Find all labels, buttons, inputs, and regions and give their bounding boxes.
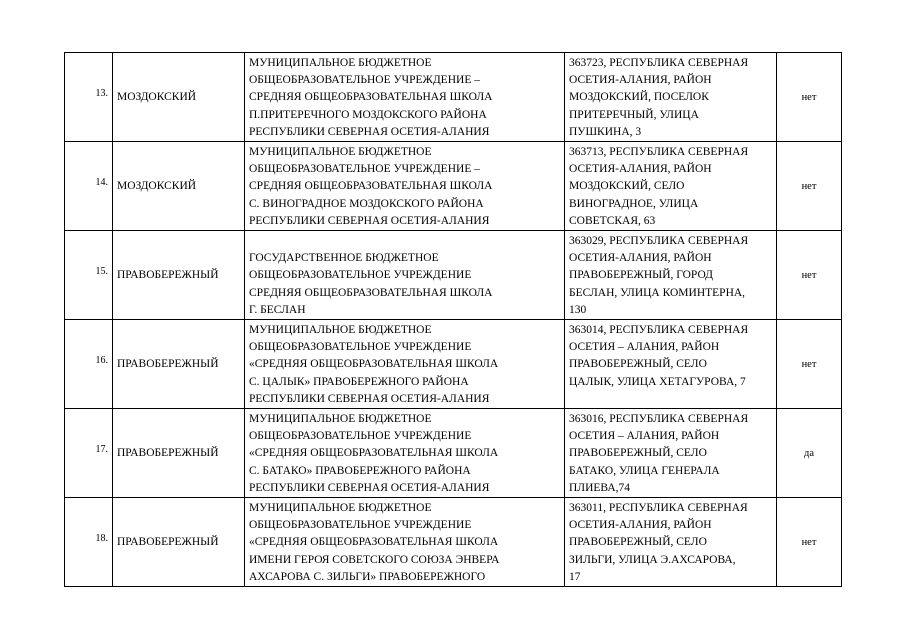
school-name-line: ОБЩЕОБРАЗОВАТЕЛЬНОЕ УЧРЕЖДЕНИЕ – <box>249 163 480 176</box>
school-name-cell <box>245 142 565 231</box>
address-line: ОСЕТИЯ-АЛАНИЯ, РАЙОН <box>569 252 712 265</box>
row-number-cell <box>65 53 113 142</box>
address-cell <box>565 231 777 320</box>
school-name-line: МУНИЦИПАЛЬНОЕ БЮДЖЕТНОЕ <box>249 146 432 159</box>
address-line: ПРАВОБЕРЕЖНЫЙ, СЕЛО <box>569 447 707 460</box>
address-cell <box>565 53 777 142</box>
address-line: ВИНОГРАДНОЕ, УЛИЦА <box>569 197 699 210</box>
address-line: ОСЕТИЯ – АЛАНИЯ, РАЙОН <box>569 430 720 443</box>
school-name-line: СРЕДНЯЯ ОБЩЕОБРАЗОВАТЕЛЬНАЯ ШКОЛА <box>249 286 493 299</box>
district-cell: ПРАВОБЕРЕЖНЫЙ <box>113 498 245 587</box>
school-name-cell <box>245 320 565 409</box>
address-line: БЕСЛАН, УЛИЦА КОМИНТЕРНА, <box>569 286 746 299</box>
address-line: БАТАКО, УЛИЦА ГЕНЕРАЛА <box>569 464 720 477</box>
address-line: ПРАВОБЕРЕЖНЫЙ, СЕЛО <box>569 358 707 371</box>
school-name-line: СРЕДНЯЯ ОБЩЕОБРАЗОВАТЕЛЬНАЯ ШКОЛА <box>249 180 493 193</box>
flag-cell: нет <box>777 142 842 231</box>
row-number-cell <box>65 320 113 409</box>
address-line: ЗИЛЬГИ, УЛИЦА Э.АХСАРОВА, <box>569 553 736 566</box>
school-name-line: МУНИЦИПАЛЬНОЕ БЮДЖЕТНОЕ <box>249 413 432 426</box>
address-cell <box>565 142 777 231</box>
district-cell: ПРАВОБЕРЕЖНЫЙ <box>113 320 245 409</box>
school-name-line: МУНИЦИПАЛЬНОЕ БЮДЖЕТНОЕ <box>249 57 432 69</box>
address-line: 363029, РЕСПУБЛИКА СЕВЕРНАЯ <box>569 235 749 248</box>
table-row <box>65 142 842 231</box>
school-name-line: ОБЩЕОБРАЗОВАТЕЛЬНОЕ УЧРЕЖДЕНИЕ <box>249 341 472 354</box>
address-line: МОЗДОКСКИЙ, СЕЛО <box>569 180 685 193</box>
row-number-cell <box>65 142 113 231</box>
district-cell: МОЗДОКСКИЙ <box>113 53 245 142</box>
school-name-line <box>249 233 560 250</box>
school-name-line: СРЕДНЯЯ ОБЩЕОБРАЗОВАТЕЛЬНАЯ ШКОЛА <box>249 91 493 104</box>
table-row <box>65 53 842 142</box>
address-cell <box>565 320 777 409</box>
school-name-line: РЕСПУБЛИКИ СЕВЕРНАЯ ОСЕТИЯ-АЛАНИЯ <box>249 125 490 138</box>
district-cell: ПРАВОБЕРЕЖНЫЙ <box>113 231 245 320</box>
address-line: ОСЕТИЯ-АЛАНИЯ, РАЙОН <box>569 519 712 532</box>
address-line: ПРАВОБЕРЕЖНЫЙ, ГОРОД <box>569 269 714 282</box>
school-name-cell <box>245 53 565 142</box>
table-row <box>65 320 842 409</box>
school-name-line: МУНИЦИПАЛЬНОЕ БЮДЖЕТНОЕ <box>249 324 432 337</box>
flag-cell: да <box>777 409 842 498</box>
flag-cell: нет <box>777 53 842 142</box>
address-line: 17 <box>569 570 581 583</box>
flag-cell: нет <box>777 498 842 587</box>
school-name-line: Г. БЕСЛАН <box>249 303 306 316</box>
school-name-line: РЕСПУБЛИКИ СЕВЕРНАЯ ОСЕТИЯ-АЛАНИЯ <box>249 481 490 494</box>
address-cell <box>565 498 777 587</box>
row-number-cell <box>65 231 113 320</box>
address-line: 363011, РЕСПУБЛИКА СЕВЕРНАЯ <box>569 502 748 515</box>
school-name-cell <box>245 498 565 587</box>
row-number: 15. <box>95 265 108 277</box>
school-name-line: РЕСПУБЛИКИ СЕВЕРНАЯ ОСЕТИЯ-АЛАНИЯ <box>249 392 490 405</box>
row-number: 17. <box>95 443 108 455</box>
school-name-line: МУНИЦИПАЛЬНОЕ БЮДЖЕТНОЕ <box>249 502 432 515</box>
flag-cell: нет <box>777 320 842 409</box>
address-line: ОСЕТИЯ-АЛАНИЯ, РАЙОН <box>569 163 712 176</box>
row-number-cell <box>65 409 113 498</box>
flag-cell: нет <box>777 231 842 320</box>
district-cell: МОЗДОКСКИЙ <box>113 142 245 231</box>
row-number: 16. <box>95 354 108 366</box>
school-name-line: ОБЩЕОБРАЗОВАТЕЛЬНОЕ УЧРЕЖДЕНИЕ <box>249 269 472 282</box>
address-line: ПУШКИНА, 3 <box>569 125 642 138</box>
address-line: ПРАВОБЕРЕЖНЫЙ, СЕЛО <box>569 536 707 549</box>
school-name-cell <box>245 231 565 320</box>
school-name-line: «СРЕДНЯЯ ОБЩЕОБРАЗОВАТЕЛЬНАЯ ШКОЛА <box>249 358 499 371</box>
address-line: ПЛИЕВА,74 <box>569 481 631 494</box>
address-line: 363016, РЕСПУБЛИКА СЕВЕРНАЯ <box>569 413 749 426</box>
table-row <box>65 498 842 587</box>
school-name-line: С. ВИНОГРАДНОЕ МОЗДОКСКОГО РАЙОНА <box>249 197 484 210</box>
school-name-cell <box>245 409 565 498</box>
school-name-line: ОБЩЕОБРАЗОВАТЕЛЬНОЕ УЧРЕЖДЕНИЕ <box>249 519 472 532</box>
address-line: 363723, РЕСПУБЛИКА СЕВЕРНАЯ <box>569 57 749 69</box>
address-line: 363014, РЕСПУБЛИКА СЕВЕРНАЯ <box>569 324 749 337</box>
address-line: ОСЕТИЯ – АЛАНИЯ, РАЙОН <box>569 341 720 354</box>
address-line: ЦАЛЫК, УЛИЦА ХЕТАГУРОВА, 7 <box>569 375 746 388</box>
address-line: СОВЕТСКАЯ, 63 <box>569 214 656 227</box>
address-line: МОЗДОКСКИЙ, ПОСЕЛОК <box>569 91 709 104</box>
school-name-line: П.ПРИТЕРЕЧНОГО МОЗДОКСКОГО РАЙОНА <box>249 108 487 121</box>
school-name-line: «СРЕДНЯЯ ОБЩЕОБРАЗОВАТЕЛЬНАЯ ШКОЛА <box>249 536 499 549</box>
address-line: 363713, РЕСПУБЛИКА СЕВЕРНАЯ <box>569 146 749 159</box>
row-number: 18. <box>95 532 108 544</box>
school-name-line: ГОСУДАРСТВЕННОЕ БЮДЖЕТНОЕ <box>249 252 439 265</box>
address-cell <box>565 409 777 498</box>
schools-table <box>64 52 842 587</box>
row-number: 14. <box>95 176 108 188</box>
row-number: 13. <box>95 87 108 99</box>
district-cell: ПРАВОБЕРЕЖНЫЙ <box>113 409 245 498</box>
school-name-line: С. БАТАКО» ПРАВОБЕРЕЖНОГО РАЙОНА <box>249 464 471 477</box>
school-name-line: РЕСПУБЛИКИ СЕВЕРНАЯ ОСЕТИЯ-АЛАНИЯ <box>249 214 490 227</box>
address-line: 130 <box>569 303 587 316</box>
school-name-line: «СРЕДНЯЯ ОБЩЕОБРАЗОВАТЕЛЬНАЯ ШКОЛА <box>249 447 499 460</box>
school-name-line: ОБЩЕОБРАЗОВАТЕЛЬНОЕ УЧРЕЖДЕНИЕ <box>249 430 472 443</box>
address-line: ОСЕТИЯ-АЛАНИЯ, РАЙОН <box>569 74 712 87</box>
school-name-line: ИМЕНИ ГЕРОЯ СОВЕТСКОГО СОЮЗА ЭНВЕРА <box>249 553 500 566</box>
school-name-line: С. ЦАЛЫК» ПРАВОБЕРЕЖНОГО РАЙОНА <box>249 375 469 388</box>
table-row <box>65 231 842 320</box>
row-number-cell <box>65 498 113 587</box>
address-line: ПРИТЕРЕЧНЫЙ, УЛИЦА <box>569 108 699 121</box>
school-name-line: АХСАРОВА С. ЗИЛЬГИ» ПРАВОБЕРЕЖНОГО <box>249 570 486 583</box>
table-row <box>65 409 842 498</box>
school-name-line: ОБЩЕОБРАЗОВАТЕЛЬНОЕ УЧРЕЖДЕНИЕ – <box>249 74 480 87</box>
